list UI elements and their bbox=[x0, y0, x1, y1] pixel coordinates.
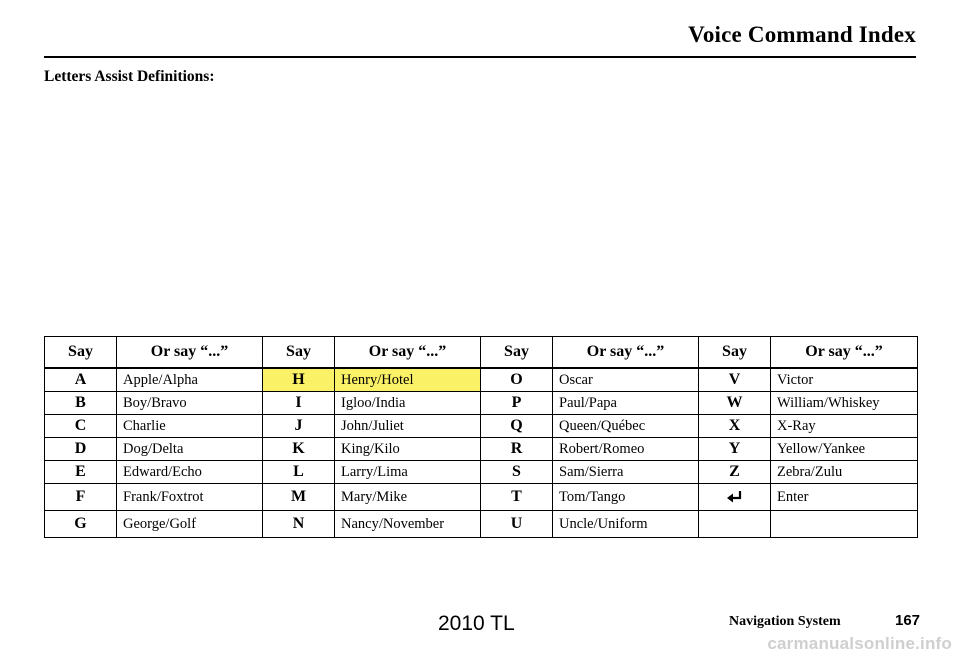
say-letter: T bbox=[481, 484, 553, 511]
header-or-say: Or say “...” bbox=[553, 337, 699, 369]
alternate-word: Tom/Tango bbox=[553, 484, 699, 511]
table-row bbox=[45, 461, 918, 484]
alternate-word: Yellow/Yankee bbox=[771, 438, 918, 461]
table-row bbox=[45, 484, 918, 511]
alternate-word: Nancy/November bbox=[335, 511, 481, 538]
alternate-word: Uncle/Uniform bbox=[553, 511, 699, 538]
say-letter: C bbox=[45, 415, 117, 438]
say-letter: Q bbox=[481, 415, 553, 438]
letters-assist-table bbox=[44, 336, 918, 538]
site-watermark: carmanualsonline.info bbox=[767, 634, 952, 653]
alternate-word: King/Kilo bbox=[335, 438, 481, 461]
say-letter: Y bbox=[699, 438, 771, 461]
say-letter: V bbox=[699, 368, 771, 392]
header-or-say: Or say “...” bbox=[117, 337, 263, 369]
say-letter: L bbox=[263, 461, 335, 484]
say-letter: R bbox=[481, 438, 553, 461]
alternate-word: Edward/Echo bbox=[117, 461, 263, 484]
table-header-row bbox=[45, 337, 918, 369]
say-letter: J bbox=[263, 415, 335, 438]
empty-cell bbox=[699, 511, 771, 538]
say-letter: Z bbox=[699, 461, 771, 484]
say-letter: O bbox=[481, 368, 553, 392]
header-or-say: Or say “...” bbox=[335, 337, 481, 369]
say-letter: F bbox=[45, 484, 117, 511]
empty-cell bbox=[771, 511, 918, 538]
say-letter: X bbox=[699, 415, 771, 438]
alternate-word: Robert/Romeo bbox=[553, 438, 699, 461]
alternate-word: X-Ray bbox=[771, 415, 918, 438]
alternate-word: Frank/Foxtrot bbox=[117, 484, 263, 511]
table-row bbox=[45, 415, 918, 438]
alternate-word: Mary/Mike bbox=[335, 484, 481, 511]
say-letter: K bbox=[263, 438, 335, 461]
say-letter: N bbox=[263, 511, 335, 538]
alternate-word: John/Juliet bbox=[335, 415, 481, 438]
alternate-word: Zebra/Zulu bbox=[771, 461, 918, 484]
say-letter: B bbox=[45, 392, 117, 415]
say-letter: M bbox=[263, 484, 335, 511]
alternate-word: Queen/Québec bbox=[553, 415, 699, 438]
say-letter: W bbox=[699, 392, 771, 415]
table-row bbox=[45, 368, 918, 392]
header-say: Say bbox=[699, 337, 771, 369]
page-number: 167 bbox=[895, 612, 921, 629]
alternate-word: Boy/Bravo bbox=[117, 392, 263, 415]
alternate-word: Henry/Hotel bbox=[335, 368, 481, 392]
alternate-word: Dog/Delta bbox=[117, 438, 263, 461]
alternate-word: Enter bbox=[771, 484, 918, 511]
page-title: Voice Command Index bbox=[688, 22, 916, 47]
alternate-word: William/Whiskey bbox=[771, 392, 918, 415]
alternate-word: Charlie bbox=[117, 415, 263, 438]
alternate-word: Apple/Alpha bbox=[117, 368, 263, 392]
say-enter-symbol bbox=[699, 484, 771, 511]
say-letter: A bbox=[45, 368, 117, 392]
say-letter: H bbox=[263, 368, 335, 392]
table-row bbox=[45, 511, 918, 538]
model-label: 2010 TL bbox=[438, 612, 515, 635]
section-heading: Letters Assist Definitions: bbox=[44, 68, 215, 85]
header-say: Say bbox=[263, 337, 335, 369]
say-letter: U bbox=[481, 511, 553, 538]
header-say: Say bbox=[45, 337, 117, 369]
say-letter: S bbox=[481, 461, 553, 484]
footer-section-name: Navigation System bbox=[729, 614, 841, 629]
say-letter: I bbox=[263, 392, 335, 415]
say-letter: E bbox=[45, 461, 117, 484]
say-letter: P bbox=[481, 392, 553, 415]
alternate-word: Larry/Lima bbox=[335, 461, 481, 484]
alternate-word: Paul/Papa bbox=[553, 392, 699, 415]
say-letter: D bbox=[45, 438, 117, 461]
alternate-word: Sam/Sierra bbox=[553, 461, 699, 484]
title-rule bbox=[44, 56, 916, 58]
alternate-word: George/Golf bbox=[117, 511, 263, 538]
alternate-word: Oscar bbox=[553, 368, 699, 392]
say-letter: G bbox=[45, 511, 117, 538]
enter-arrow-icon bbox=[726, 490, 744, 504]
table-row bbox=[45, 392, 918, 415]
alternate-word: Igloo/India bbox=[335, 392, 481, 415]
header-or-say: Or say “...” bbox=[771, 337, 918, 369]
alternate-word: Victor bbox=[771, 368, 918, 392]
header-say: Say bbox=[481, 337, 553, 369]
table-row bbox=[45, 438, 918, 461]
